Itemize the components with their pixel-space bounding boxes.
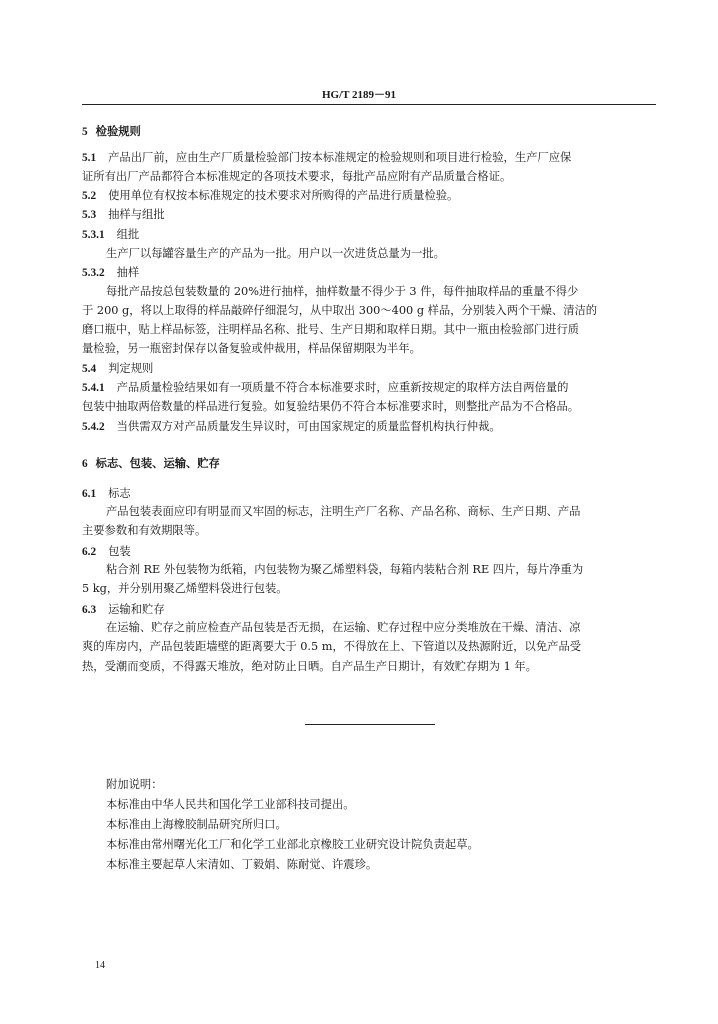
clause-5-3-1-heading: [82, 228, 139, 242]
clause-number: 5.3.1: [82, 229, 105, 241]
clause-5-1-line-2: 证所有出厂产品都符合本标准规定的各项技术要求，每批产品应附有产品质量合格证。: [82, 170, 512, 183]
clause-number: 5.3.2: [82, 267, 105, 279]
clause-title: 抽样与组批: [108, 208, 165, 221]
section-number: 6: [82, 458, 88, 470]
clause-6-3-line-1: 在运输、贮存之前应检查产品包装是否无损，在运输、贮存过程中应分类堆放在干燥、清洁、凉: [106, 621, 581, 634]
section-5-heading: [82, 124, 141, 139]
clause-5-4-1-line-1: [82, 381, 568, 395]
clause-5-3-2-line-1: 每批产品按总包装数量的 20%进行抽样，抽样数量不得少于 3 件，每件抽取样品的重量不得少: [106, 285, 579, 298]
clause-6-1-line-2: 主要参数和有效期限等。: [82, 524, 207, 537]
clause-6-1-heading: [82, 486, 131, 501]
clause-5-1-line-1: [82, 151, 571, 165]
clause-number: 6.3: [82, 604, 97, 616]
clause-number: 5.1: [82, 152, 97, 164]
clause-number: 5.4.2: [82, 421, 105, 433]
clause-5-3-2-line-4: 量检验，另一瓶密封保存以备复验或仲裁用，样品保留期限为半年。: [82, 342, 421, 355]
clause-5-2: [82, 189, 458, 203]
header-rule: [82, 104, 656, 105]
clause-6-2-line-1: 粘合剂 RE 外包装物为纸箱，内包装物为聚乙烯塑料袋，每箱内装粘合剂 RE 四片，每片净重为: [106, 563, 584, 576]
clause-6-3-line-3: 热，受潮而变质，不得露天堆放，绝对防止日晒。自产品生产日期计，有效贮存期为 1 年。: [82, 660, 537, 673]
notes-title: 附加说明：: [106, 778, 163, 791]
clause-number: 5.4: [82, 363, 97, 375]
clause-text: 产品质量检验结果如有一项质量不符合本标准要求时，应重新按规定的取样方法自两倍量的: [116, 381, 569, 394]
standard-code-header: HG/T 2189－91: [321, 89, 397, 101]
clause-title: 组批: [116, 228, 140, 241]
clause-5-4-2: [82, 420, 501, 434]
clause-6-2-line-2: 5 kg，并分别用聚乙烯塑料袋进行包装。: [82, 582, 288, 595]
section-number: 5: [82, 126, 88, 138]
note-line-3: 本标准由常州曙光化工厂和化学工业部北京橡胶工业研究设计院负责起草。: [106, 838, 479, 851]
clause-5-3-2-line-3: 磨口瓶中，贴上样品标签，注明样品名称、批号、生产日期和取样日期。其中一瓶由检验部门进行质: [82, 323, 580, 336]
clause-5-4-1-line-2: 包装中抽取两倍数量的样品进行复验。如复验结果仍不符合本标准要求时，则整批产品为不合格品。: [82, 400, 580, 413]
section-6-heading: [82, 456, 220, 471]
clause-6-3-line-2: 爽的库房内，产品包装距墙壁的距离要大于 0.5 m，不得放在上、下管道以及热源附近，以免产品受: [82, 640, 582, 653]
page-number: 14: [95, 960, 105, 971]
clause-5-4-heading: [82, 362, 153, 376]
note-line-2: 本标准由上海橡胶制品研究所归口。: [106, 818, 287, 831]
clause-5-3-2-line-2: 于 200 g，将以上取得的样品敲碎仔细混匀，从中取出 300～400 g 样品，分别装入两个干燥、清洁的: [82, 304, 598, 317]
clause-title: 判定规则: [108, 362, 154, 375]
note-line-4: 本标准主要起草人宋清如、丁毅娟、陈耐觉、许震珍。: [106, 858, 378, 871]
clause-text: 当供需双方对产品质量发生异议时，可由国家规定的质量监督机构执行仲裁。: [116, 420, 501, 433]
end-rule: [305, 724, 435, 725]
clause-title: 抽样: [116, 266, 140, 279]
note-line-1: 本标准由中华人民共和国化学工业部科技司提出。: [106, 798, 355, 811]
clause-title: 标志: [108, 487, 131, 500]
clause-6-2-heading: [82, 544, 131, 559]
clause-5-3-1-text: 生产厂以每罐容量生产的产品为一批。用户以一次进货总量为一批。: [106, 247, 445, 260]
clause-number: 5.4.1: [82, 382, 105, 394]
clause-6-1-line-1: 产品包装表面应印有明显而又牢固的标志，注明生产厂名称、产品名称、商标、生产日期、产品: [106, 505, 581, 518]
clause-number: 5.2: [82, 190, 97, 202]
clause-text: 使用单位有权按本标准规定的技术要求对所购得的产品进行质量检验。: [108, 189, 459, 202]
clause-number: 6.2: [82, 546, 97, 558]
clause-text: 产品出厂前，应由生产厂质量检验部门按本标准规定的检验规则和项目进行检验，生产厂应保: [108, 151, 572, 164]
clause-title: 包装: [108, 545, 131, 558]
section-title: 标志、包装、运输、贮存: [95, 456, 220, 470]
clause-number: 6.1: [82, 488, 97, 500]
section-title: 检验规则: [95, 124, 141, 138]
clause-number: 5.3: [82, 209, 97, 221]
clause-title: 运输和贮存: [108, 603, 165, 616]
clause-6-3-heading: [82, 602, 165, 617]
clause-5-3-heading: [82, 208, 165, 222]
clause-5-3-2-heading: [82, 266, 139, 280]
